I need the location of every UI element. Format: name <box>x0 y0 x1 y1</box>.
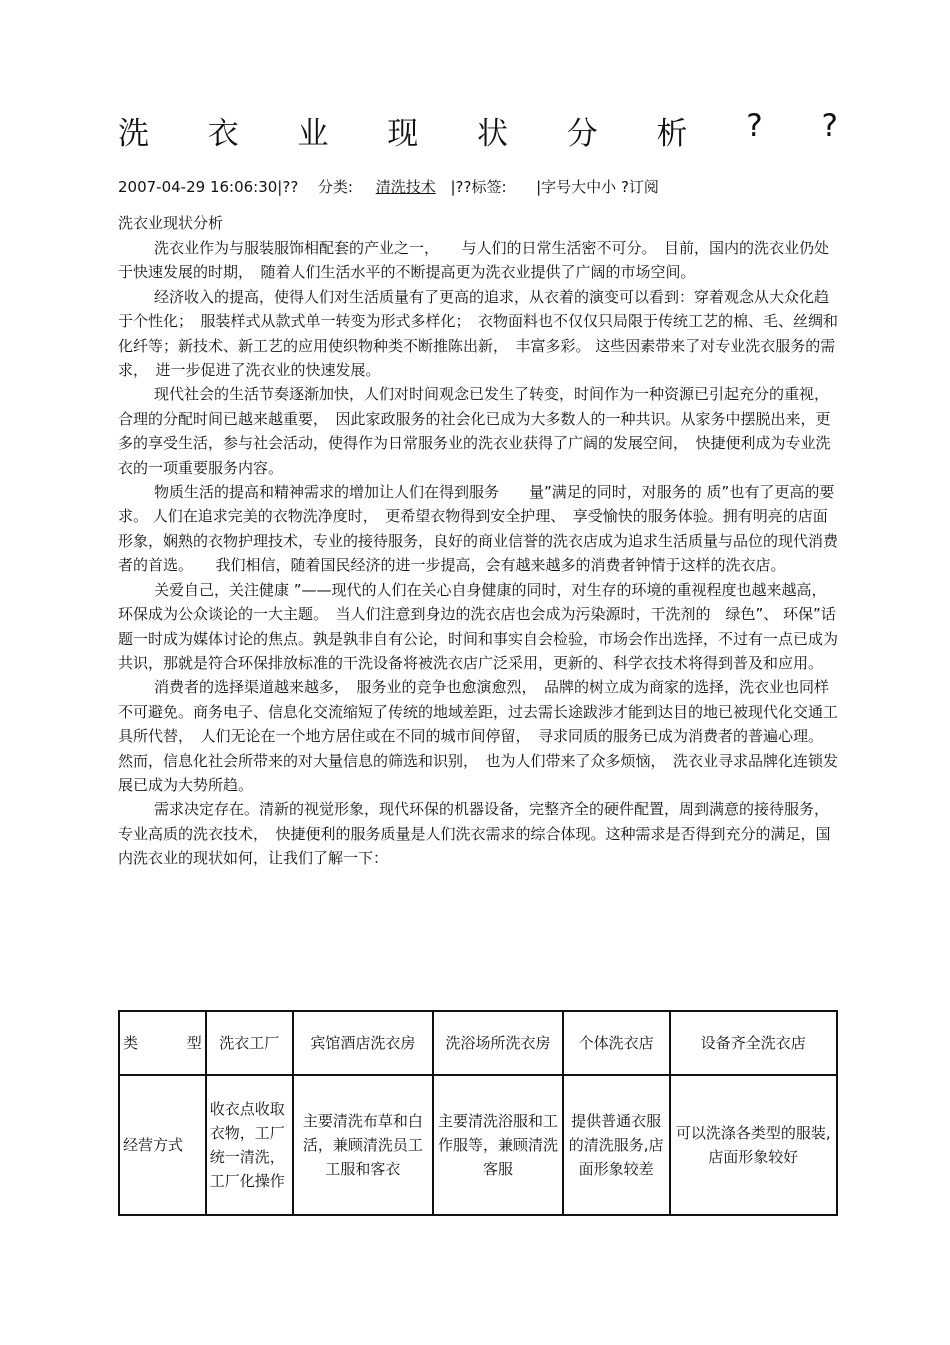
title-char: 状 <box>477 116 508 152</box>
table-header-cell: 设备齐全洗衣店 <box>670 1011 837 1075</box>
paragraph: 现代社会的生活节奏逐渐加快，人们对时间观念已发生了转变，时间作为一种资源已引起充分的重视， 合理的分配时间已越来越重要， 因此家政服务的社会化已成为大多数人的一种共识。从家务中摆脱出来，更多的享受生活，参与社会活动，使得作为日常服务业的洗衣业获得了广阔的发展空间， 快捷便利成为专业洗衣的一项重要服务内容。 <box>118 385 837 477</box>
paragraph: 关爱自己，关注健康 ”——现代的人们在关心自身健康的同时，对生存的环境的重视程度也越来越高， 环保成为公众谈论的一大主题。 当人们注意到身边的洗衣店也会成为污染源时，干洗剂的 绿色”、 环保”话题一时成为媒体讨论的焦点。孰是孰非自有公论，时间和事实自会检验，市场会作出选择，不过有一点已成为共识，那就是符合环保排放标准的干洗设备将被洗衣店广泛采用，更新的、科学衣技术将得到普及和应用。 <box>118 580 839 672</box>
table-header-cell: 类 型 <box>119 1011 206 1075</box>
paragraph: 经济收入的提高，使得人们对生活质量有了更高的追求，从衣着的演变可以看到：穿着观念从大众化趋于个性化； 服装样式从款式单一转变为形式多样化； 衣物面料也不仅仅只局限于传统工艺的棉、毛、丝绸和化纤等；新技术、新工艺的应用使织物种类不断推陈出新， 丰富多彩。 这些因素带来了对专业洗衣服务的需求， 进一步促进了洗衣业的快速发展。 <box>118 287 839 380</box>
table-row <box>119 1075 837 1215</box>
laundry-type-table <box>118 1010 838 1216</box>
title-char: 分 <box>566 116 598 152</box>
paragraph: 物质生活的提高和精神需求的增加让人们在得到服务 量”满足的同时，对服务的 质”也有了更高的要求。 人们在追求完美的衣物洗净度时， 更希望衣物得到安全护理、 享受愉快的服务体验。拥有明亮的店面形象，娴熟的衣物护理技术，专业的接待服务，良好的商业信誉的洗衣店成为追求生活质量与品位的现代消费者的首选。 我们相信，随着国民经济的进一步提高，会有越来越多的消费者钟情于这样的洗衣店。 <box>118 483 839 575</box>
table-cell: 主要清洗布草和白活，兼顾清洗员工工服和客衣 <box>293 1075 434 1215</box>
table-header-cell: 个体洗衣店 <box>563 1011 670 1075</box>
title-char: 现 <box>387 116 419 152</box>
article-subtitle: 洗衣业现状分析 <box>118 214 224 232</box>
table-header-cell: 宾馆酒店洗衣房 <box>293 1011 434 1075</box>
title-char: ? <box>821 108 838 144</box>
post-datetime: 2007-04-29 16:06:30|?? <box>118 178 299 196</box>
paragraph: 需求决定存在。清新的视觉形象，现代环保的机器设备，完整齐全的硬件配置，周到满意的接待服务， 专业高质的洗衣技术， 快捷便利的服务质量是人们洗衣需求的综合体现。这种需求是否得到充分的满足，国内洗衣业的现状如何，让我们了解一下： <box>118 800 837 868</box>
font-size-option[interactable]: |字号大中小 <box>536 178 617 196</box>
table-header-cell: 洗衣工厂 <box>206 1011 293 1075</box>
title-char: 洗 <box>118 116 149 152</box>
table-cell: 可以洗涤各类型的服装,店面形象较好 <box>670 1075 837 1215</box>
category-link[interactable]: 清洗技术 <box>375 178 436 196</box>
table-cell: 经营方式 <box>119 1075 206 1215</box>
category-label: 分类: <box>317 178 353 196</box>
table-header-cell: 洗浴场所洗衣房 <box>433 1011 563 1075</box>
tags-label: |??标签: <box>450 178 507 196</box>
title-char: 析 <box>656 116 688 152</box>
title-char: 业 <box>297 116 329 152</box>
post-meta <box>118 176 659 197</box>
title-char: 衣 <box>207 116 239 152</box>
article-body <box>118 236 838 871</box>
table-cell: 提供普通衣服的清洗服务,店面形象较差 <box>563 1075 670 1215</box>
subscribe-link[interactable]: ?订阅 <box>620 178 659 196</box>
table-cell: 收衣点收取衣物，工厂统一清洗，工厂化操作 <box>206 1075 293 1215</box>
page-title <box>118 108 838 153</box>
paragraph: 消费者的选择渠道越来越多， 服务业的竞争也愈演愈烈， 品牌的树立成为商家的选择，洗衣业也同样不可避免。商务电子、信息化交流缩短了传统的地域差距，过去需长途跋涉才能到达目的地已被现代化交通工具所代替， 人们无论在一个地方居住或在不同的城市间停留， 寻求同质的服务已成为消费者的普遍心理。 然而，信息化社会所带来的对大量信息的筛选和识别， 也为人们带来了众多烦恼， 洗衣业寻求品牌化连锁发展已成为大势所趋。 <box>118 678 839 794</box>
table-cell: 主要清洗浴服和工作服等，兼顾清洗客服 <box>433 1075 563 1215</box>
table-header-row <box>119 1011 837 1075</box>
paragraph: 洗衣业作为与服装服饰相配套的产业之一， 与人们的日常生活密不可分。 目前，国内的洗衣业仍处于快速发展的时期， 随着人们生活水平的不断提高更为洗衣业提供了广阔的市场空间。 <box>118 239 830 282</box>
title-char: ? <box>746 108 763 144</box>
